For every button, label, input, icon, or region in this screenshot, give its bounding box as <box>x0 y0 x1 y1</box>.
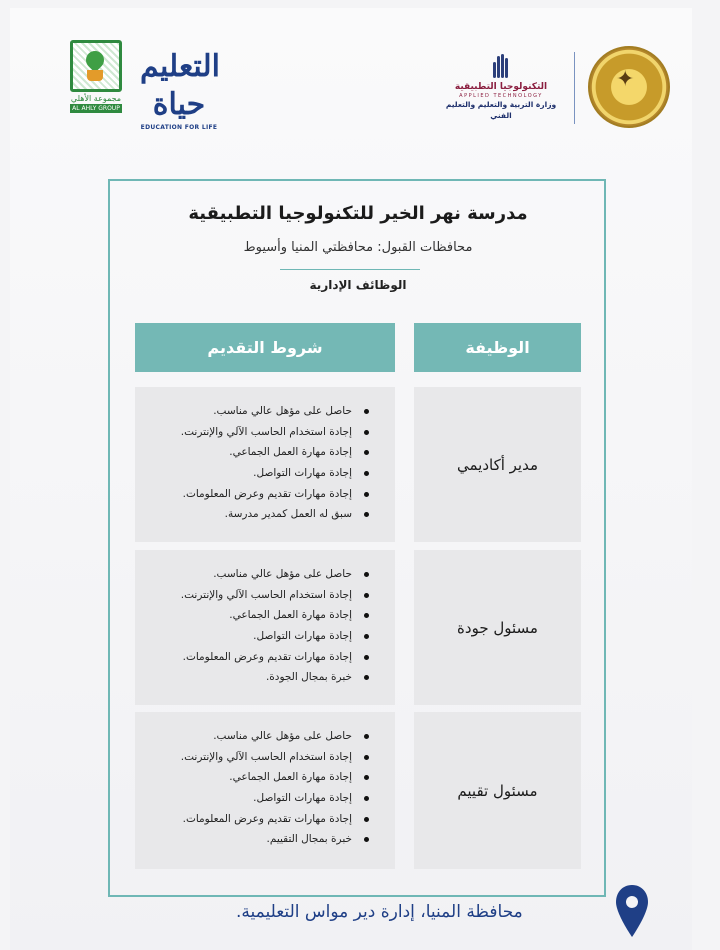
list-item: إجادة استخدام الحاسب الآلي والإنترنت. <box>135 585 383 606</box>
requirements-list <box>135 401 383 525</box>
bullet-icon <box>364 492 369 497</box>
list-item: إجادة مهارات التواصل. <box>135 626 383 647</box>
location-pin-icon <box>614 883 650 939</box>
list-item: سبق له العمل كمدير مدرسة. <box>135 504 383 525</box>
section-title: الوظائف الإدارية <box>309 278 407 292</box>
requirements-cell <box>135 387 395 542</box>
admission-governorates: محافظات القبول: محافظتي المنيا وأسيوط <box>243 240 473 255</box>
bullet-icon <box>364 655 369 660</box>
bullet-icon <box>364 593 369 598</box>
list-item: إجادة مهارات تقديم وعرض المعلومات. <box>135 484 383 505</box>
applied-technology-logo <box>436 52 566 122</box>
list-item: إجادة استخدام الحاسب الآلي والإنترنت. <box>135 747 383 768</box>
job-title-cell: مسئول تقييم <box>414 712 581 869</box>
bullet-icon <box>364 613 369 618</box>
list-item: إجادة مهارات التواصل. <box>135 788 383 809</box>
bullet-icon <box>364 471 369 476</box>
ministry-name: وزارة التربية والتعليم والتعليم الفني <box>445 100 557 120</box>
footer-location: محافظة المنيا، إدارة دير مواس التعليمية. <box>236 902 523 922</box>
header-job: الوظيفة <box>414 323 581 372</box>
al-ahly-group-logo <box>70 40 122 116</box>
list-item: إجادة مهارات التواصل. <box>135 463 383 484</box>
header-divider <box>574 52 575 124</box>
plant-icon <box>70 40 122 92</box>
title-divider <box>280 269 420 270</box>
bullet-icon <box>364 675 369 680</box>
bullet-icon <box>364 409 369 414</box>
school-name: مدرسة نهر الخير للتكنولوجيا التطبيقية <box>188 203 528 224</box>
bullet-icon <box>364 817 369 822</box>
list-item: خبرة بمجال الجودة. <box>135 667 383 688</box>
education-logo-mark: التعليم حياة <box>140 49 220 122</box>
list-item: خبرة بمجال التقييم. <box>135 829 383 850</box>
bullet-icon <box>364 775 369 780</box>
list-item: إجادة استخدام الحاسب الآلي والإنترنت. <box>135 422 383 443</box>
bullet-icon <box>364 837 369 842</box>
list-item: حاصل على مؤهل عالي مناسب. <box>135 401 383 422</box>
requirements-list <box>135 564 383 688</box>
education-logo-tagline: EDUCATION FOR LIFE <box>140 124 218 131</box>
requirements-cell <box>135 712 395 869</box>
list-item: إجادة مهارات تقديم وعرض المعلومات. <box>135 647 383 668</box>
bullet-icon <box>364 634 369 639</box>
header-requirements: شروط التقديم <box>135 323 395 372</box>
group-logo-label-ar: مجموعة الأهلي <box>70 94 122 103</box>
list-item: إجادة مهارة العمل الجماعي. <box>135 442 383 463</box>
applied-logo-title-ar: التكنولوجيا التطبيقية <box>454 82 548 92</box>
requirements-list <box>135 726 383 850</box>
bullet-icon <box>364 572 369 577</box>
list-item: حاصل على مؤهل عالي مناسب. <box>135 564 383 585</box>
bullet-icon <box>364 512 369 517</box>
education-for-life-logo <box>140 48 220 131</box>
bullet-icon <box>364 734 369 739</box>
group-logo-label-en: AL AHLY GROUP <box>70 104 122 113</box>
applied-logo-title-en: APPLIED TECHNOLOGY <box>459 93 543 99</box>
bullet-icon <box>364 430 369 435</box>
job-title-cell: مسئول جودة <box>414 550 581 705</box>
bullet-icon <box>364 755 369 760</box>
bullet-icon <box>364 450 369 455</box>
job-title-cell: مدير أكاديمي <box>414 387 581 542</box>
bullet-icon <box>364 796 369 801</box>
list-item: حاصل على مؤهل عالي مناسب. <box>135 726 383 747</box>
list-item: إجادة مهارة العمل الجماعي. <box>135 767 383 788</box>
list-item: إجادة مهارة العمل الجماعي. <box>135 605 383 626</box>
eagle-seal-icon: ✦ <box>588 46 670 128</box>
list-item: إجادة مهارات تقديم وعرض المعلومات. <box>135 809 383 830</box>
requirements-cell <box>135 550 395 705</box>
hand-icon <box>490 52 512 82</box>
